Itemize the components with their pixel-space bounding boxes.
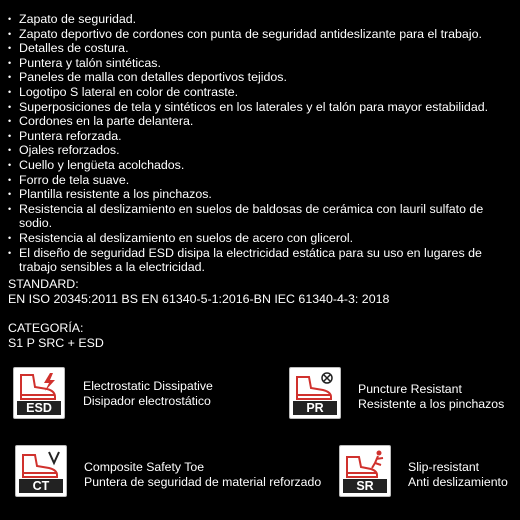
sr-badge (339, 445, 391, 497)
category-value: S1 P SRC + ESD (8, 335, 104, 350)
standard-heading: STANDARD: (8, 277, 79, 291)
ct-badge (15, 445, 67, 497)
pr-title: Puncture Resistant (358, 382, 462, 396)
shoe-toe-icon (19, 449, 63, 481)
feature-item: • Puntera y talón sintéticas. (8, 56, 516, 71)
pr-badge (289, 367, 341, 419)
feature-item: • Resistencia al deslizamiento en suelos de acero con glicerol. (8, 231, 516, 246)
esd-text (83, 379, 213, 409)
esd-title: Electrostatic Dissipative (83, 379, 213, 393)
feature-list (8, 12, 516, 275)
feature-item: • Puntera reforzada. (8, 129, 516, 144)
ct-subtitle: Puntera de seguridad de material reforzado (84, 475, 322, 489)
feature-item: • Ojales reforzados. (8, 143, 516, 158)
feature-item: • Superposiciones de tela y sintéticos en los laterales y el talón para mayor estabilidad. (8, 100, 516, 115)
esd-subtitle: Disipador electrostático (83, 394, 211, 408)
feature-item: • Cordones en la parte delantera. (8, 114, 516, 129)
standard-section (8, 277, 389, 306)
feature-item: • Paneles de malla con detalles deportivos tejidos. (8, 70, 516, 85)
feature-item: • Forro de tela suave. (8, 173, 516, 188)
sr-text (408, 460, 508, 490)
sr-subtitle: Anti deslizamiento (408, 475, 508, 489)
ct-text (84, 460, 321, 490)
shoe-slip-icon (343, 449, 387, 481)
feature-item: • Detalles de costura. (8, 41, 516, 56)
shoe-nail-icon (293, 371, 337, 403)
pr-text (358, 382, 504, 412)
feature-item: • Resistencia al deslizamiento en suelos de baldosas de cerámica con lauril sulfato de sodio. (8, 202, 516, 231)
feature-item: • Zapato de seguridad. (8, 12, 516, 27)
sr-title: Slip-resistant (408, 460, 480, 474)
ct-code: CT (19, 479, 63, 493)
pr-subtitle: Resistente a los pinchazos (358, 397, 505, 411)
feature-item: • Plantilla resistente a los pinchazos. (8, 187, 516, 202)
shoe-lightning-icon (17, 371, 61, 403)
esd-code: ESD (17, 401, 61, 415)
feature-item: • El diseño de seguridad ESD disipa la electricidad estática para su uso en lugares de trabajo sensibles a la electricidad. (8, 246, 516, 275)
feature-item: • Zapato deportivo de cordones con punta de seguridad antideslizante para el trabajo. (8, 27, 516, 42)
ct-title: Composite Safety Toe (84, 460, 205, 474)
feature-item: • Cuello y lengüeta acolchados. (8, 158, 516, 173)
standard-value: EN ISO 20345:2011 BS EN 61340-5-1:2016-BN IEC 61340-4-3: 2018 (8, 291, 390, 306)
category-section (8, 321, 104, 350)
feature-item: • Logotipo S lateral en color de contraste. (8, 85, 516, 100)
sr-code: SR (343, 479, 387, 493)
pr-code: PR (293, 401, 337, 415)
category-heading: CATEGORÍA: (8, 321, 84, 335)
esd-badge (13, 367, 65, 419)
